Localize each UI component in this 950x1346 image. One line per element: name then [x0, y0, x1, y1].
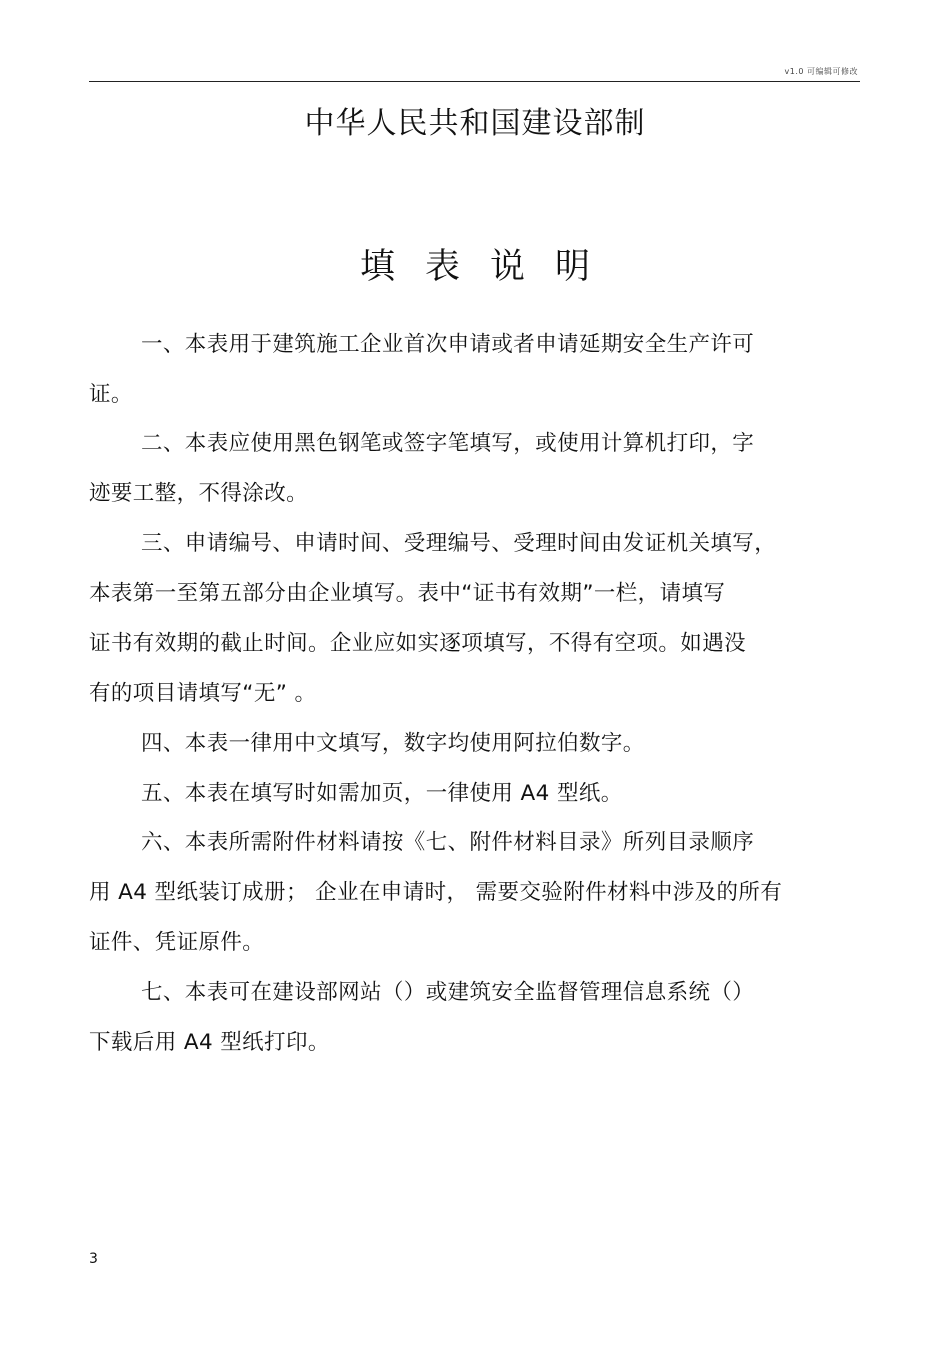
instruction-line: 一、本表用于建筑施工企业首次申请或者申请延期安全生产许可: [141, 332, 755, 357]
version-note: v1.0 可编辑可修改: [784, 67, 858, 76]
instruction-line: 七、本表可在建设部网站（）或建筑安全监督管理信息系统（）: [141, 980, 755, 1005]
instruction-line: 下载后用 A4 型纸打印。: [89, 1030, 330, 1055]
instruction-line: 三、申请编号、申请时间、受理编号、受理时间由发证机关填写，: [141, 531, 777, 556]
page-number: 3: [89, 1251, 98, 1267]
instruction-line: 本表第一至第五部分由企业填写。表中“证书有效期”一栏，请填写: [89, 581, 726, 606]
instruction-line: 四、本表一律用中文填写，数字均使用阿拉伯数字。: [141, 731, 645, 756]
instruction-line: 证书有效期的截止时间。企业应如实逐项填写，不得有空项。如遇没: [89, 631, 747, 656]
instruction-line: 证件、凭证原件。: [89, 930, 265, 955]
header-rule: [89, 81, 860, 82]
instruction-line: 五、本表在填写时如需加页，一律使用 A4 型纸。: [141, 781, 623, 806]
section-title: 填表说明: [359, 247, 620, 287]
instruction-line: 有的项目请填写“无” 。: [89, 681, 317, 706]
org-title: 中华人民共和国建设部制: [304, 106, 646, 141]
instruction-line: 用 A4 型纸装订成册； 企业在申请时， 需要交验附件材料中涉及的所有: [89, 880, 783, 905]
instruction-line: 六、本表所需附件材料请按《七、附件材料目录》所列目录顺序: [141, 830, 755, 855]
instruction-line: 证。: [89, 382, 133, 407]
instruction-line: 迹要工整，不得涂改。: [89, 481, 309, 506]
instruction-line: 二、本表应使用黑色钢笔或签字笔填写，或使用计算机打印，字: [141, 431, 755, 456]
